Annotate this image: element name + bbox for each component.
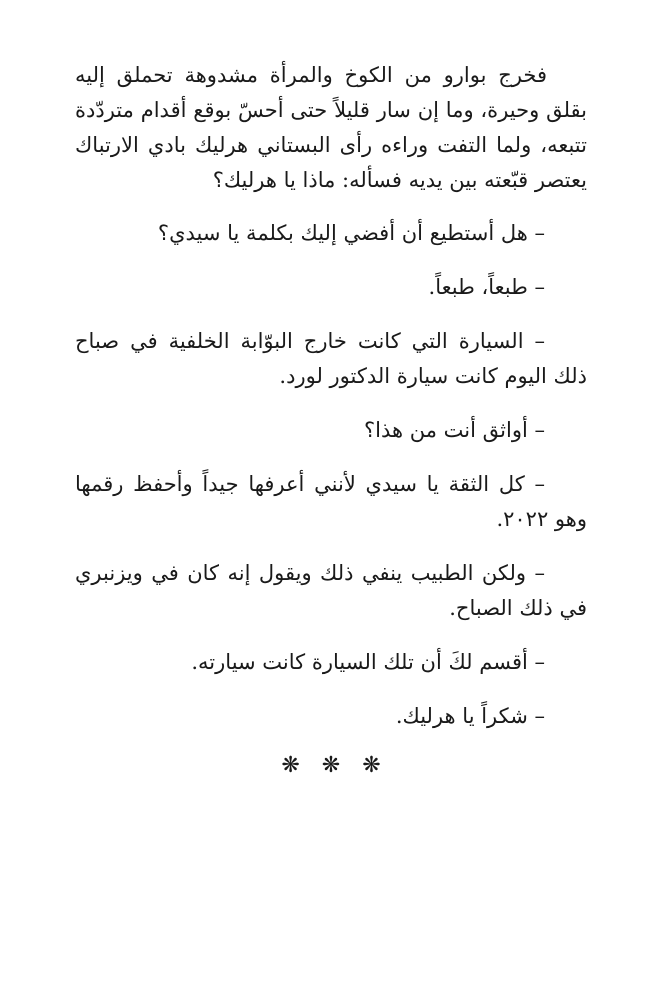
section-separator [75, 753, 587, 778]
asterism-icon: ❋ [321, 753, 363, 778]
book-page [75, 58, 587, 778]
asterism-icon: ❋ [281, 753, 322, 778]
narrative-paragraph: فخرج بوارو من الكوخ والمرأة مشدوهة تحملق إليه بقلق وحيرة، وما إن سار قليلاً حتى أحسّ بوقع أقدام متردّدة تتبعه، ولما التفت وراءه رأى البستاني هرليك بادي الارتباك يعتصر قبّعته بين يديه فسأله: ماذا يا هرليك؟ [75, 63, 587, 192]
dialogue-line: – كل الثقة يا سيدي لأنني أعرفها جيداً وأحفظ رقمها وهو ٢٠٢٢. [75, 472, 587, 531]
dialogue-line: – شكراً يا هرليك. [395, 704, 545, 728]
dialogue-line: – هل أستطيع أن أفضي إليك بكلمة يا سيدي؟ [157, 221, 545, 245]
dialogue-line: – أواثق أنت من هذا؟ [364, 418, 545, 442]
asterism-icon: ❋ [362, 753, 403, 778]
dialogue-line: – طبعاً، طبعاً. [428, 275, 545, 299]
dialogue-line: – أقسم لكَ أن تلك السيارة كانت سيارته. [191, 650, 545, 674]
dialogue-line: – ولكن الطبيب ينفي ذلك ويقول إنه كان في ويزنبري في ذلك الصباح. [75, 561, 587, 620]
dialogue-line: – السيارة التي كانت خارج البوّابة الخلفية في صباح ذلك اليوم كانت سيارة الدكتور لورد. [75, 329, 587, 388]
